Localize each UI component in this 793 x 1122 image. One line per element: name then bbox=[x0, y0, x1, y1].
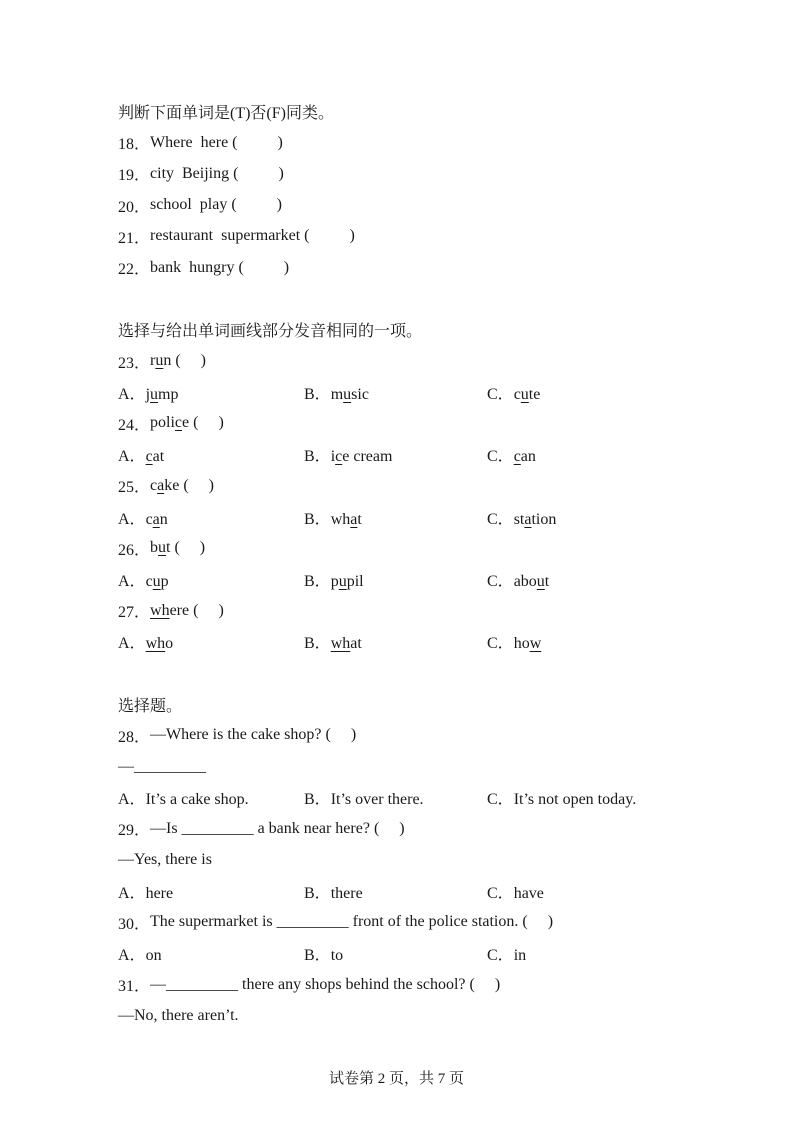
question-number: 25． bbox=[118, 479, 151, 497]
option-label: A． bbox=[118, 510, 146, 528]
option-b bbox=[304, 880, 487, 903]
exam-page-content bbox=[118, 96, 698, 1032]
option-label: B． bbox=[304, 572, 331, 590]
question-31-line2 bbox=[118, 1000, 698, 1031]
stem-underlined: u bbox=[158, 539, 167, 557]
stem-underlined: wh bbox=[150, 601, 170, 619]
option-post: at bbox=[350, 635, 362, 653]
question-26-options bbox=[118, 564, 698, 595]
question-30-options bbox=[118, 938, 698, 969]
response-text: —No, there aren’t. bbox=[118, 1007, 239, 1025]
question-number: 31． bbox=[118, 978, 151, 996]
option-underlined: c bbox=[145, 448, 153, 466]
option-a bbox=[118, 786, 304, 809]
question-28-line2 bbox=[118, 751, 698, 782]
option-post: pil bbox=[346, 572, 364, 590]
question-text: The supermarket is _________ front of the police station. ( ) bbox=[150, 913, 554, 931]
option-post: tion bbox=[531, 510, 557, 528]
question-number: 24． bbox=[118, 416, 151, 434]
option-label: C． bbox=[487, 791, 514, 809]
question-22 bbox=[118, 252, 698, 283]
stem-post: t ( ) bbox=[166, 539, 206, 557]
option-c bbox=[487, 443, 698, 466]
option-c bbox=[487, 381, 698, 404]
question-29-line1 bbox=[118, 813, 698, 844]
option-text: on bbox=[145, 947, 162, 965]
option-label: A． bbox=[118, 448, 146, 466]
option-underlined: a bbox=[152, 510, 160, 528]
option-pre: abo bbox=[513, 572, 537, 590]
question-text: —Is _________ a bank near here? ( ) bbox=[150, 819, 405, 837]
option-underlined: u bbox=[338, 572, 347, 590]
option-a bbox=[118, 880, 304, 903]
option-post: at bbox=[152, 448, 165, 466]
option-b bbox=[304, 942, 487, 965]
option-pre: i bbox=[330, 448, 336, 466]
option-label: B． bbox=[304, 635, 331, 653]
stem-underlined: u bbox=[155, 352, 164, 370]
option-c bbox=[487, 630, 698, 653]
question-number: 26． bbox=[118, 541, 151, 559]
option-label: A． bbox=[118, 572, 146, 590]
option-post: t bbox=[357, 510, 362, 528]
option-text: have bbox=[513, 884, 544, 902]
question-text: Where here ( ) bbox=[150, 133, 283, 151]
section-title-text: 选择与给出单词画线部分发音相同的一项。 bbox=[118, 323, 423, 341]
option-underlined: a bbox=[350, 510, 358, 528]
question-28-options bbox=[118, 782, 698, 813]
question-29-options bbox=[118, 876, 698, 907]
page-footer bbox=[0, 1064, 793, 1095]
option-post: mp bbox=[158, 385, 179, 403]
page-number-text: 试卷第 2 页，共 7 页 bbox=[328, 1071, 464, 1087]
question-number: 29． bbox=[118, 822, 151, 840]
question-30-line1 bbox=[118, 907, 698, 938]
question-21 bbox=[118, 221, 698, 252]
question-number: 18． bbox=[118, 136, 151, 154]
option-underlined: u bbox=[343, 385, 352, 403]
option-pre: m bbox=[330, 385, 344, 403]
option-pre: st bbox=[513, 510, 525, 528]
question-19 bbox=[118, 158, 698, 189]
option-pre: c bbox=[513, 385, 521, 403]
option-post: sic bbox=[351, 385, 369, 403]
option-c bbox=[487, 506, 698, 529]
stem-post: ke ( ) bbox=[164, 476, 214, 494]
option-text: there bbox=[330, 884, 363, 902]
stem-post: e ( ) bbox=[182, 414, 224, 432]
option-a bbox=[118, 568, 304, 591]
question-text: bank hungry ( ) bbox=[150, 258, 290, 276]
option-b bbox=[304, 443, 487, 466]
question-26-stem bbox=[118, 533, 698, 564]
option-label: B． bbox=[304, 385, 331, 403]
option-underlined: u bbox=[536, 572, 545, 590]
question-text: —Where is the cake shop? ( ) bbox=[150, 726, 357, 744]
option-pre: ho bbox=[513, 635, 530, 653]
option-c bbox=[487, 568, 698, 591]
option-underlined: a bbox=[524, 510, 532, 528]
question-23-options bbox=[118, 377, 698, 408]
option-b bbox=[304, 786, 487, 809]
option-text: to bbox=[330, 947, 344, 965]
option-text: It’s a cake shop. bbox=[145, 791, 249, 809]
question-number: 21． bbox=[118, 229, 151, 247]
option-label: C． bbox=[487, 635, 514, 653]
section-gap bbox=[118, 657, 698, 688]
option-label: A． bbox=[118, 635, 146, 653]
question-25-options bbox=[118, 501, 698, 532]
question-number: 28． bbox=[118, 728, 151, 746]
stem-underlined: c bbox=[174, 414, 183, 432]
option-b bbox=[304, 506, 487, 529]
option-pre: p bbox=[330, 572, 339, 590]
option-underlined: u bbox=[520, 385, 529, 403]
option-label: A． bbox=[118, 791, 146, 809]
section-gap bbox=[118, 283, 698, 314]
option-underlined: wh bbox=[330, 635, 351, 653]
response-text: —Yes, there is bbox=[118, 851, 212, 869]
stem-pre: c bbox=[150, 476, 158, 494]
option-c bbox=[487, 880, 698, 903]
answer-blank: —_________ bbox=[118, 757, 206, 775]
option-label: C． bbox=[487, 884, 514, 902]
section-title-text: 判断下面单词是(T)否(F)同类。 bbox=[118, 105, 334, 123]
question-number: 20． bbox=[118, 198, 151, 216]
option-b bbox=[304, 630, 487, 653]
option-underlined: w bbox=[529, 635, 542, 653]
option-label: B． bbox=[304, 448, 331, 466]
question-23-stem bbox=[118, 346, 698, 377]
question-number: 19． bbox=[118, 167, 151, 185]
option-b bbox=[304, 568, 487, 591]
option-underlined: wh bbox=[145, 635, 166, 653]
question-27-options bbox=[118, 626, 698, 657]
option-a bbox=[118, 506, 304, 529]
option-post: te bbox=[528, 385, 541, 403]
option-label: B． bbox=[304, 791, 331, 809]
option-b bbox=[304, 381, 487, 404]
option-c bbox=[487, 786, 698, 809]
question-text: —_________ there any shops behind the school? ( ) bbox=[150, 975, 501, 993]
option-underlined: u bbox=[152, 572, 161, 590]
option-text: in bbox=[513, 947, 527, 965]
question-29-line2 bbox=[118, 845, 698, 876]
option-label: C． bbox=[487, 448, 514, 466]
option-a bbox=[118, 381, 304, 404]
question-text: school play ( ) bbox=[150, 196, 282, 214]
option-label: C． bbox=[487, 385, 514, 403]
stem-pre: poli bbox=[150, 414, 175, 432]
stem-pre: b bbox=[150, 539, 159, 557]
option-label: A． bbox=[118, 947, 146, 965]
option-post: t bbox=[544, 572, 550, 590]
section-choice-title bbox=[118, 689, 698, 720]
question-number: 27． bbox=[118, 604, 151, 622]
question-20 bbox=[118, 190, 698, 221]
question-24-stem bbox=[118, 408, 698, 439]
option-text: It’s not open today. bbox=[513, 791, 637, 809]
question-text: restaurant supermarket ( ) bbox=[150, 227, 355, 245]
option-post: e cream bbox=[342, 448, 393, 466]
option-underlined: c bbox=[513, 448, 521, 466]
question-24-options bbox=[118, 439, 698, 470]
question-18 bbox=[118, 127, 698, 158]
option-text: here bbox=[145, 884, 174, 902]
option-post: n bbox=[159, 510, 168, 528]
question-27-stem bbox=[118, 595, 698, 626]
option-a bbox=[118, 630, 304, 653]
option-underlined: c bbox=[335, 448, 343, 466]
option-pre: c bbox=[145, 572, 153, 590]
option-pre: j bbox=[145, 385, 151, 403]
question-25-stem bbox=[118, 470, 698, 501]
question-number: 23． bbox=[118, 354, 151, 372]
option-post: o bbox=[165, 635, 174, 653]
option-post: an bbox=[520, 448, 536, 466]
stem-underlined: a bbox=[157, 476, 165, 494]
question-number: 22． bbox=[118, 261, 151, 279]
option-label: B． bbox=[304, 884, 331, 902]
option-label: C． bbox=[487, 947, 514, 965]
option-post: p bbox=[160, 572, 169, 590]
question-text: city Beijing ( ) bbox=[150, 164, 284, 182]
section-title-text: 选择题。 bbox=[118, 697, 183, 715]
option-a bbox=[118, 942, 304, 965]
option-a bbox=[118, 443, 304, 466]
stem-post: ere ( ) bbox=[169, 601, 224, 619]
option-underlined: u bbox=[150, 385, 159, 403]
question-31-line1 bbox=[118, 969, 698, 1000]
option-label: B． bbox=[304, 947, 331, 965]
option-label: B． bbox=[304, 510, 331, 528]
question-number: 30． bbox=[118, 915, 151, 933]
option-text: It’s over there. bbox=[330, 791, 424, 809]
question-28-line1 bbox=[118, 720, 698, 751]
option-c bbox=[487, 942, 698, 965]
stem-post: n ( ) bbox=[163, 352, 206, 370]
option-label: C． bbox=[487, 510, 514, 528]
section-same-category-title bbox=[118, 96, 698, 127]
option-label: A． bbox=[118, 385, 146, 403]
option-pre: wh bbox=[330, 510, 351, 528]
option-label: C． bbox=[487, 572, 514, 590]
stem-pre: r bbox=[150, 352, 156, 370]
option-pre: c bbox=[145, 510, 153, 528]
section-pronunciation-title bbox=[118, 314, 698, 345]
option-label: A． bbox=[118, 884, 146, 902]
